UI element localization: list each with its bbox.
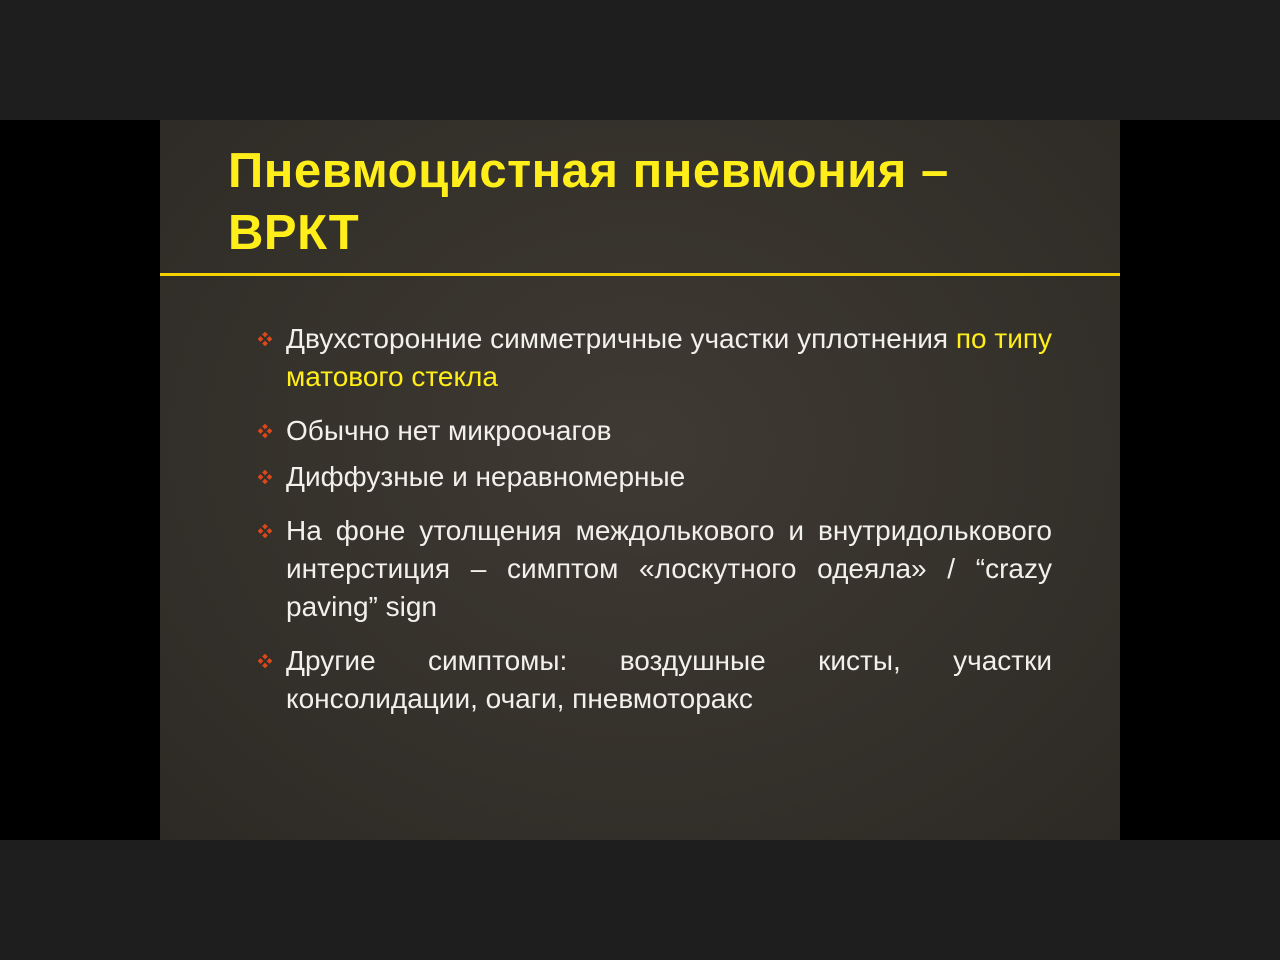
diamond-bullet-icon (258, 424, 272, 438)
bullet-text: Обычно нет микроочагов (286, 415, 612, 446)
bullet-item (256, 458, 1052, 496)
left-letterbox-bar (0, 120, 160, 840)
bullet-item (256, 642, 1052, 718)
bullet-highlight-text: по типу матового стекла (286, 323, 1053, 392)
presentation-slide (160, 120, 1120, 840)
bullet-list (256, 320, 1052, 718)
slide-title: Пневмоцистная пневмония – ВРКТ (228, 144, 949, 260)
title-divider (160, 273, 1120, 276)
bullet-item (256, 412, 1052, 450)
bullet-text: Другие симптомы: воздушные кисты, участки консолидации, очаги, пневмоторакс (286, 645, 1052, 714)
top-letterbox-bar (0, 0, 1280, 120)
right-letterbox-bar (1120, 120, 1280, 840)
bottom-letterbox-bar (0, 840, 1280, 960)
diamond-bullet-icon (258, 524, 272, 538)
diamond-bullet-icon (258, 332, 272, 346)
bullet-item (256, 320, 1052, 396)
bullet-text: На фоне утолщения междолькового и внутридолькового интерстиция – симптом «лоскутного одеяла» / “crazy paving” sign (286, 515, 1052, 622)
diamond-bullet-icon (258, 470, 272, 484)
bullet-text: Диффузные и неравномерные (286, 461, 686, 492)
bullet-text: Двухсторонние симметричные участки уплотнения (286, 323, 949, 354)
bullet-item (256, 512, 1052, 626)
diamond-bullet-icon (258, 654, 272, 668)
